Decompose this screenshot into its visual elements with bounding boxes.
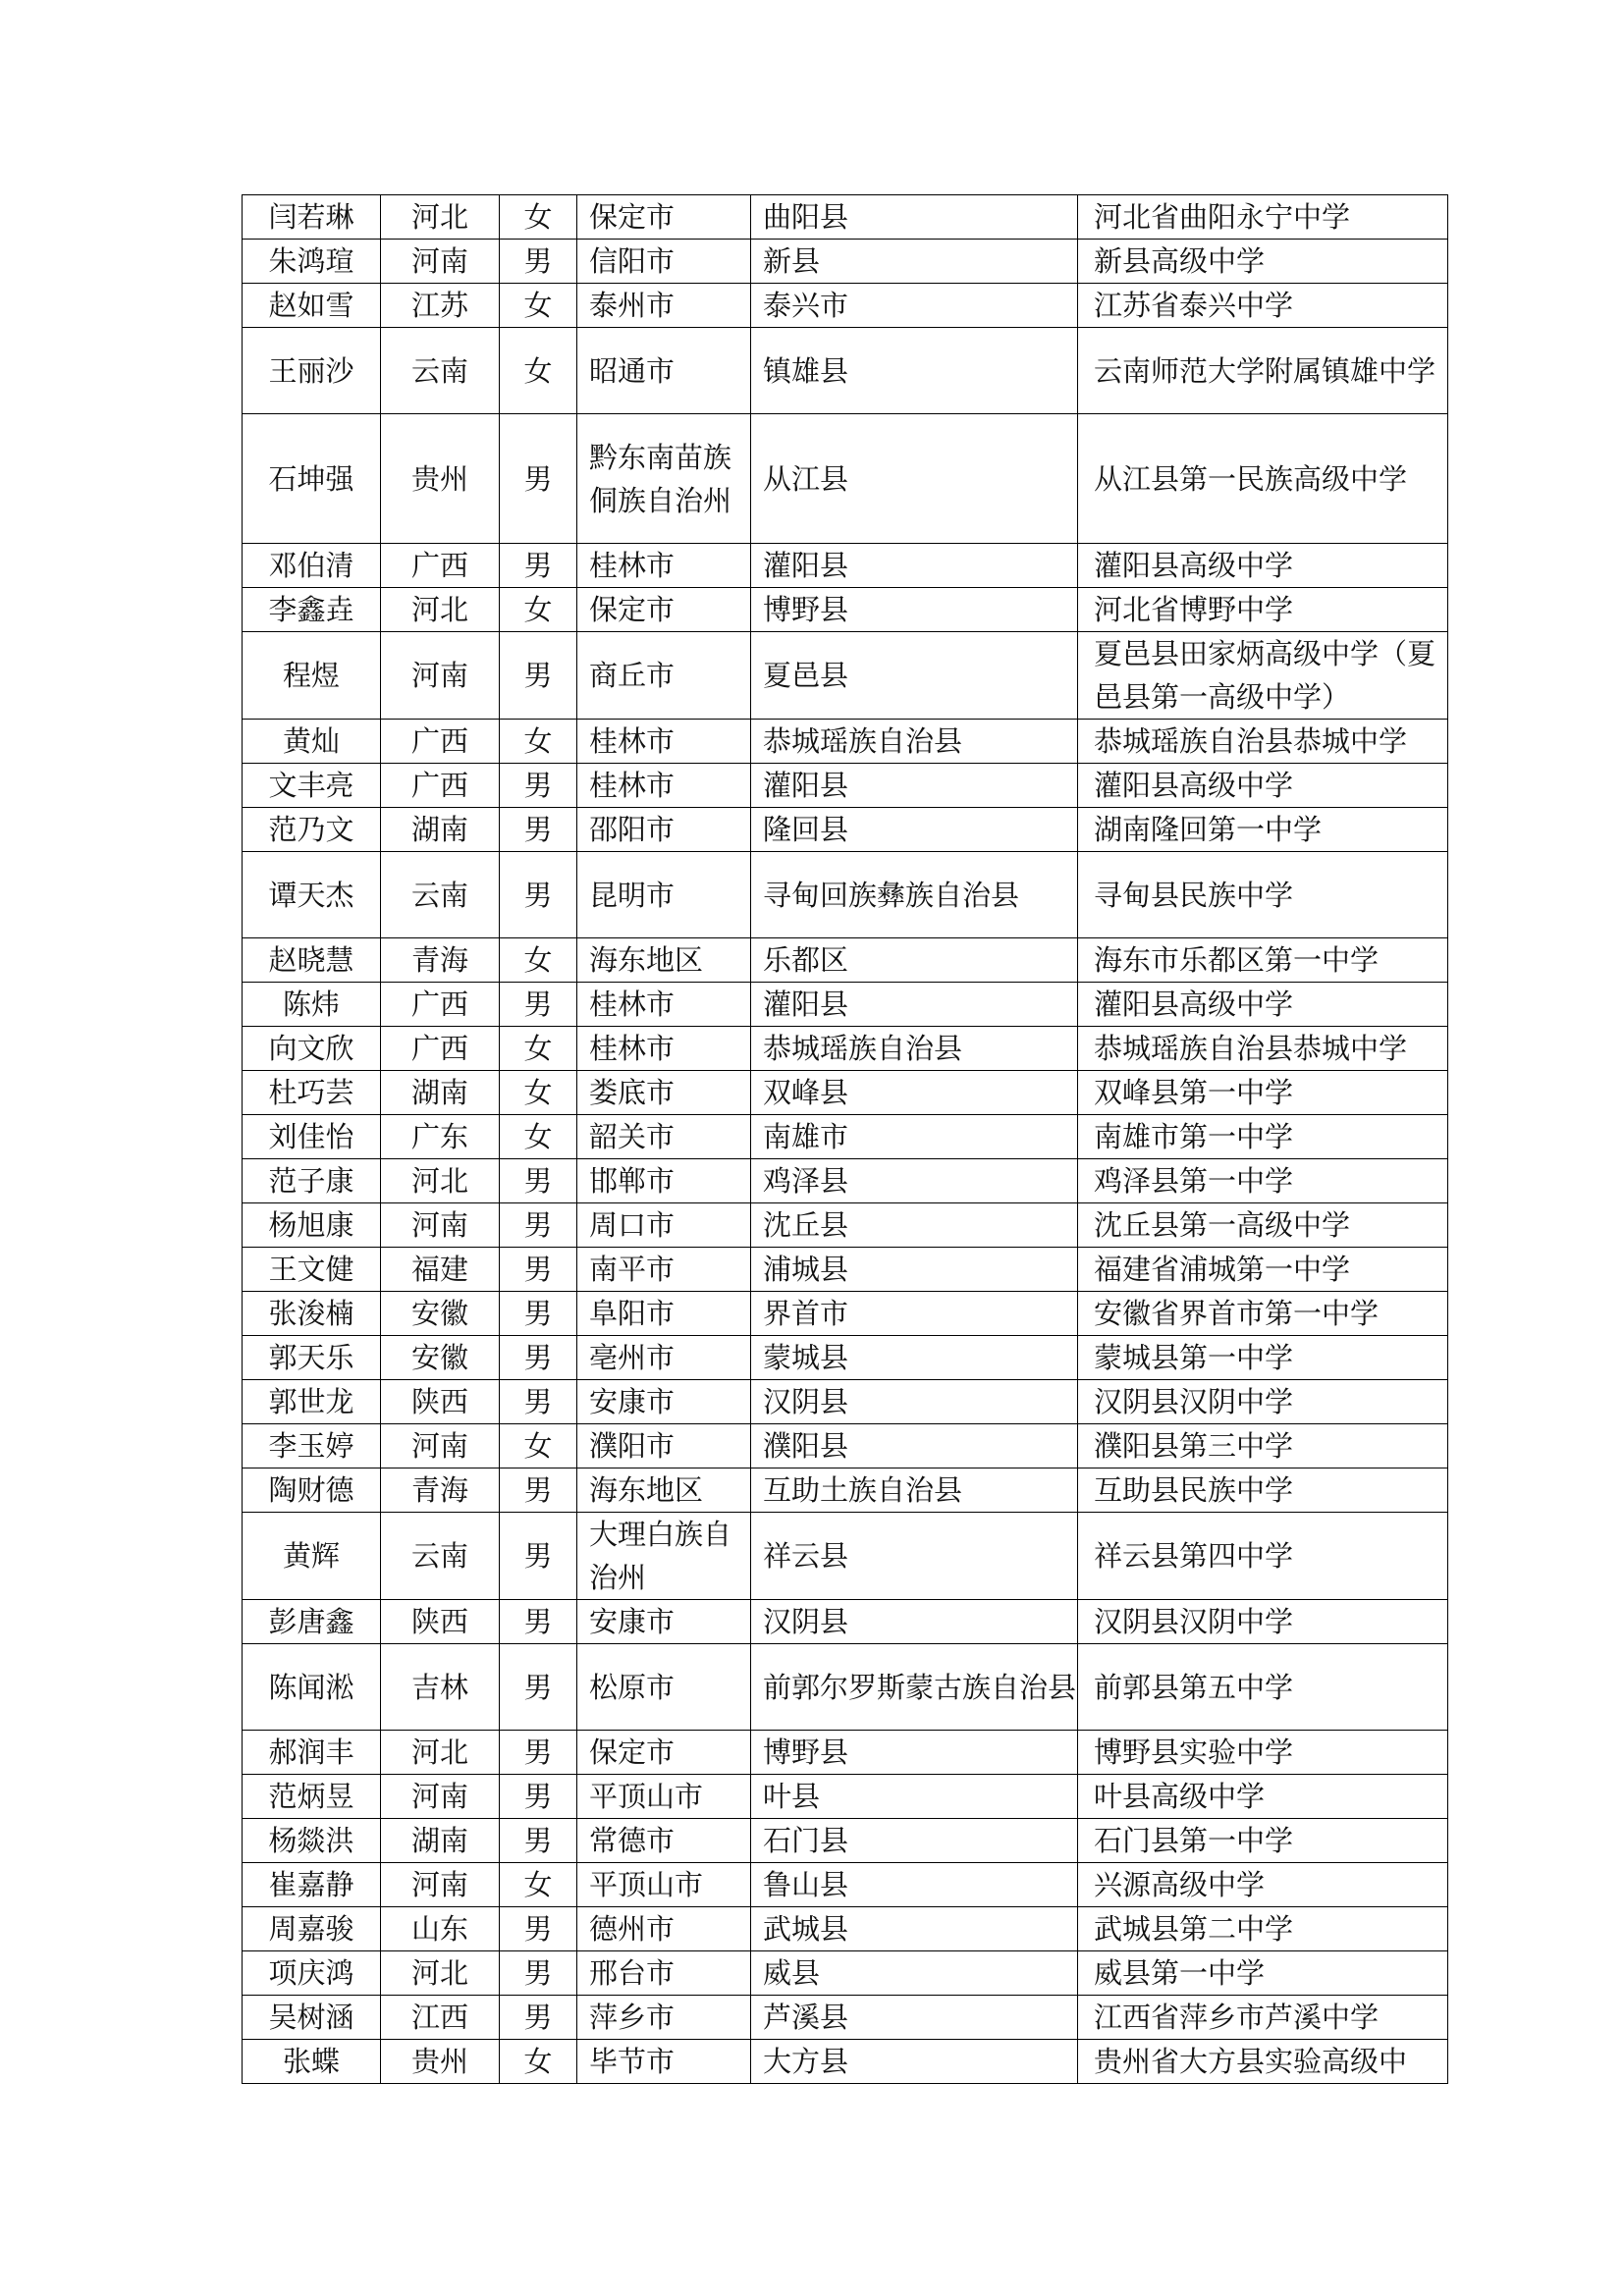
student-name-cell: 杜巧芸 <box>243 1071 381 1115</box>
student-name-cell: 王丽沙 <box>243 328 381 414</box>
city-cell: 桂林市 <box>577 1027 751 1071</box>
gender-cell: 男 <box>500 240 577 284</box>
gender-cell: 女 <box>500 1115 577 1159</box>
city-cell: 阜阳市 <box>577 1292 751 1336</box>
province-cell: 吉林 <box>381 1644 500 1731</box>
table-row <box>243 1248 1448 1292</box>
province-cell: 湖南 <box>381 808 500 852</box>
county-cell: 大方县 <box>751 2040 1078 2084</box>
city-cell: 娄底市 <box>577 1071 751 1115</box>
county-cell: 灌阳县 <box>751 764 1078 808</box>
province-cell: 广西 <box>381 1027 500 1071</box>
school-cell: 前郭县第五中学 <box>1078 1644 1448 1731</box>
table-row <box>243 1115 1448 1159</box>
gender-cell: 男 <box>500 1292 577 1336</box>
student-name-cell: 项庆鸿 <box>243 1951 381 1996</box>
province-cell: 广东 <box>381 1115 500 1159</box>
city-cell: 桂林市 <box>577 544 751 588</box>
county-cell: 蒙城县 <box>751 1336 1078 1380</box>
gender-cell: 男 <box>500 1951 577 1996</box>
student-name-cell: 范子康 <box>243 1159 381 1203</box>
province-cell: 青海 <box>381 1468 500 1513</box>
table-row <box>243 1424 1448 1468</box>
school-cell: 安徽省界首市第一中学 <box>1078 1292 1448 1336</box>
table-row <box>243 1380 1448 1424</box>
city-cell: 信阳市 <box>577 240 751 284</box>
student-name-cell: 周嘉骏 <box>243 1907 381 1951</box>
student-name-cell: 范炳昱 <box>243 1775 381 1819</box>
city-cell: 松原市 <box>577 1644 751 1731</box>
table-row <box>243 588 1448 632</box>
gender-cell: 女 <box>500 720 577 764</box>
province-cell: 江苏 <box>381 284 500 328</box>
county-cell: 前郭尔罗斯蒙古族自治县 <box>751 1644 1078 1731</box>
city-cell: 保定市 <box>577 588 751 632</box>
student-name-cell: 崔嘉静 <box>243 1863 381 1907</box>
school-cell: 沈丘县第一高级中学 <box>1078 1203 1448 1248</box>
county-cell: 互助土族自治县 <box>751 1468 1078 1513</box>
student-name-cell: 文丰亮 <box>243 764 381 808</box>
gender-cell: 女 <box>500 284 577 328</box>
gender-cell: 男 <box>500 852 577 938</box>
school-cell: 灌阳县高级中学 <box>1078 983 1448 1027</box>
student-name-cell: 黄灿 <box>243 720 381 764</box>
gender-cell: 男 <box>500 1468 577 1513</box>
province-cell: 云南 <box>381 328 500 414</box>
city-cell: 商丘市 <box>577 632 751 720</box>
county-cell: 鸡泽县 <box>751 1159 1078 1203</box>
province-cell: 河南 <box>381 1424 500 1468</box>
province-cell: 河北 <box>381 1731 500 1775</box>
student-name-cell: 吴树涵 <box>243 1996 381 2040</box>
gender-cell: 男 <box>500 808 577 852</box>
table-row <box>243 328 1448 414</box>
city-cell: 平顶山市 <box>577 1775 751 1819</box>
table-row <box>243 632 1448 720</box>
county-cell: 武城县 <box>751 1907 1078 1951</box>
table-row <box>243 1027 1448 1071</box>
student-name-cell: 郝润丰 <box>243 1731 381 1775</box>
province-cell: 湖南 <box>381 1071 500 1115</box>
county-cell: 双峰县 <box>751 1071 1078 1115</box>
student-name-cell: 赵如雪 <box>243 284 381 328</box>
province-cell: 河南 <box>381 240 500 284</box>
gender-cell: 男 <box>500 1819 577 1863</box>
city-cell: 安康市 <box>577 1380 751 1424</box>
city-cell: 桂林市 <box>577 983 751 1027</box>
province-cell: 陕西 <box>381 1600 500 1644</box>
table-row <box>243 544 1448 588</box>
province-cell: 山东 <box>381 1907 500 1951</box>
province-cell: 贵州 <box>381 2040 500 2084</box>
province-cell: 河南 <box>381 1203 500 1248</box>
school-cell: 云南师范大学附属镇雄中学 <box>1078 328 1448 414</box>
province-cell: 云南 <box>381 1513 500 1600</box>
county-cell: 镇雄县 <box>751 328 1078 414</box>
county-cell: 从江县 <box>751 414 1078 544</box>
table-row <box>243 1292 1448 1336</box>
student-name-cell: 陈闻淞 <box>243 1644 381 1731</box>
student-name-cell: 朱鸿瑄 <box>243 240 381 284</box>
city-cell: 海东地区 <box>577 938 751 983</box>
province-cell: 青海 <box>381 938 500 983</box>
school-cell: 祥云县第四中学 <box>1078 1513 1448 1600</box>
county-cell: 新县 <box>751 240 1078 284</box>
county-cell: 鲁山县 <box>751 1863 1078 1907</box>
school-cell: 寻甸县民族中学 <box>1078 852 1448 938</box>
student-name-cell: 彭唐鑫 <box>243 1600 381 1644</box>
school-cell: 互助县民族中学 <box>1078 1468 1448 1513</box>
school-cell: 江苏省泰兴中学 <box>1078 284 1448 328</box>
province-cell: 福建 <box>381 1248 500 1292</box>
city-cell: 邢台市 <box>577 1951 751 1996</box>
table-row <box>243 1513 1448 1600</box>
city-cell: 亳州市 <box>577 1336 751 1380</box>
gender-cell: 男 <box>500 1644 577 1731</box>
school-cell: 恭城瑶族自治县恭城中学 <box>1078 720 1448 764</box>
province-cell: 河南 <box>381 632 500 720</box>
gender-cell: 男 <box>500 1600 577 1644</box>
table-row <box>243 1731 1448 1775</box>
province-cell: 广西 <box>381 764 500 808</box>
county-cell: 祥云县 <box>751 1513 1078 1600</box>
gender-cell: 女 <box>500 588 577 632</box>
table-row <box>243 240 1448 284</box>
gender-cell: 男 <box>500 983 577 1027</box>
gender-cell: 男 <box>500 1336 577 1380</box>
school-cell: 夏邑县田家炳高级中学（夏邑县第一高级中学） <box>1078 632 1448 720</box>
county-cell: 恭城瑶族自治县 <box>751 720 1078 764</box>
county-cell: 乐都区 <box>751 938 1078 983</box>
student-name-cell: 赵晓慧 <box>243 938 381 983</box>
table-row <box>243 720 1448 764</box>
city-cell: 桂林市 <box>577 764 751 808</box>
province-cell: 广西 <box>381 983 500 1027</box>
county-cell: 汉阴县 <box>751 1600 1078 1644</box>
gender-cell: 男 <box>500 1775 577 1819</box>
table-row <box>243 1951 1448 1996</box>
gender-cell: 男 <box>500 1380 577 1424</box>
city-cell: 邯郸市 <box>577 1159 751 1203</box>
table-row <box>243 764 1448 808</box>
province-cell: 江西 <box>381 1996 500 2040</box>
student-name-cell: 张蝶 <box>243 2040 381 2084</box>
city-cell: 常德市 <box>577 1819 751 1863</box>
city-cell: 桂林市 <box>577 720 751 764</box>
gender-cell: 男 <box>500 1513 577 1600</box>
student-name-cell: 李鑫垚 <box>243 588 381 632</box>
gender-cell: 男 <box>500 632 577 720</box>
school-cell: 南雄市第一中学 <box>1078 1115 1448 1159</box>
province-cell: 安徽 <box>381 1292 500 1336</box>
county-cell: 恭城瑶族自治县 <box>751 1027 1078 1071</box>
school-cell: 石门县第一中学 <box>1078 1819 1448 1863</box>
city-cell: 平顶山市 <box>577 1863 751 1907</box>
student-name-cell: 杨旭康 <box>243 1203 381 1248</box>
county-cell: 石门县 <box>751 1819 1078 1863</box>
gender-cell: 女 <box>500 328 577 414</box>
table-row <box>243 852 1448 938</box>
table-row <box>243 983 1448 1027</box>
province-cell: 广西 <box>381 544 500 588</box>
table-row <box>243 808 1448 852</box>
city-cell: 保定市 <box>577 1731 751 1775</box>
student-name-cell: 陈炜 <box>243 983 381 1027</box>
county-cell: 博野县 <box>751 1731 1078 1775</box>
table-row <box>243 1071 1448 1115</box>
school-cell: 河北省博野中学 <box>1078 588 1448 632</box>
school-cell: 汉阴县汉阴中学 <box>1078 1600 1448 1644</box>
county-cell: 汉阴县 <box>751 1380 1078 1424</box>
roster-body <box>243 195 1448 2084</box>
school-cell: 汉阴县汉阴中学 <box>1078 1380 1448 1424</box>
student-name-cell: 郭世龙 <box>243 1380 381 1424</box>
county-cell: 芦溪县 <box>751 1996 1078 2040</box>
table-row <box>243 1819 1448 1863</box>
school-cell: 兴源高级中学 <box>1078 1863 1448 1907</box>
school-cell: 博野县实验中学 <box>1078 1731 1448 1775</box>
province-cell: 河北 <box>381 195 500 240</box>
student-roster-table <box>242 194 1448 2084</box>
province-cell: 河南 <box>381 1863 500 1907</box>
table-row <box>243 1203 1448 1248</box>
student-name-cell: 闫若琳 <box>243 195 381 240</box>
province-cell: 广西 <box>381 720 500 764</box>
county-cell: 博野县 <box>751 588 1078 632</box>
province-cell: 贵州 <box>381 414 500 544</box>
county-cell: 泰兴市 <box>751 284 1078 328</box>
province-cell: 河北 <box>381 1159 500 1203</box>
table-row <box>243 284 1448 328</box>
school-cell: 福建省浦城第一中学 <box>1078 1248 1448 1292</box>
school-cell: 灌阳县高级中学 <box>1078 764 1448 808</box>
student-name-cell: 郭天乐 <box>243 1336 381 1380</box>
city-cell: 南平市 <box>577 1248 751 1292</box>
school-cell: 灌阳县高级中学 <box>1078 544 1448 588</box>
school-cell: 河北省曲阳永宁中学 <box>1078 195 1448 240</box>
gender-cell: 男 <box>500 544 577 588</box>
county-cell: 浦城县 <box>751 1248 1078 1292</box>
gender-cell: 女 <box>500 938 577 983</box>
school-cell: 蒙城县第一中学 <box>1078 1336 1448 1380</box>
province-cell: 河北 <box>381 1951 500 1996</box>
gender-cell: 男 <box>500 1907 577 1951</box>
gender-cell: 女 <box>500 1424 577 1468</box>
gender-cell: 男 <box>500 764 577 808</box>
city-cell: 昆明市 <box>577 852 751 938</box>
city-cell: 昭通市 <box>577 328 751 414</box>
student-name-cell: 向文欣 <box>243 1027 381 1071</box>
county-cell: 沈丘县 <box>751 1203 1078 1248</box>
school-cell: 武城县第二中学 <box>1078 1907 1448 1951</box>
table-row <box>243 1159 1448 1203</box>
student-name-cell: 谭天杰 <box>243 852 381 938</box>
city-cell: 大理白族自治州 <box>577 1513 751 1600</box>
city-cell: 保定市 <box>577 195 751 240</box>
province-cell: 云南 <box>381 852 500 938</box>
student-name-cell: 刘佳怡 <box>243 1115 381 1159</box>
city-cell: 韶关市 <box>577 1115 751 1159</box>
school-cell: 从江县第一民族高级中学 <box>1078 414 1448 544</box>
table-row <box>243 1863 1448 1907</box>
table-row <box>243 1996 1448 2040</box>
gender-cell: 女 <box>500 195 577 240</box>
county-cell: 隆回县 <box>751 808 1078 852</box>
gender-cell: 男 <box>500 1248 577 1292</box>
table-row <box>243 1644 1448 1731</box>
school-cell: 江西省萍乡市芦溪中学 <box>1078 1996 1448 2040</box>
city-cell: 海东地区 <box>577 1468 751 1513</box>
gender-cell: 女 <box>500 1027 577 1071</box>
province-cell: 河北 <box>381 588 500 632</box>
table-row <box>243 1336 1448 1380</box>
county-cell: 濮阳县 <box>751 1424 1078 1468</box>
school-cell: 恭城瑶族自治县恭城中学 <box>1078 1027 1448 1071</box>
school-cell: 双峰县第一中学 <box>1078 1071 1448 1115</box>
school-cell: 鸡泽县第一中学 <box>1078 1159 1448 1203</box>
student-name-cell: 范乃文 <box>243 808 381 852</box>
student-name-cell: 王文健 <box>243 1248 381 1292</box>
table-row <box>243 2040 1448 2084</box>
county-cell: 灌阳县 <box>751 544 1078 588</box>
school-cell: 威县第一中学 <box>1078 1951 1448 1996</box>
table-row <box>243 938 1448 983</box>
city-cell: 泰州市 <box>577 284 751 328</box>
student-name-cell: 张浚楠 <box>243 1292 381 1336</box>
province-cell: 安徽 <box>381 1336 500 1380</box>
city-cell: 安康市 <box>577 1600 751 1644</box>
gender-cell: 女 <box>500 1071 577 1115</box>
city-cell: 萍乡市 <box>577 1996 751 2040</box>
table-row <box>243 195 1448 240</box>
school-cell: 叶县高级中学 <box>1078 1775 1448 1819</box>
province-cell: 河南 <box>381 1775 500 1819</box>
city-cell: 濮阳市 <box>577 1424 751 1468</box>
county-cell: 寻甸回族彝族自治县 <box>751 852 1078 938</box>
city-cell: 毕节市 <box>577 2040 751 2084</box>
gender-cell: 男 <box>500 1996 577 2040</box>
city-cell: 周口市 <box>577 1203 751 1248</box>
student-name-cell: 杨燚洪 <box>243 1819 381 1863</box>
county-cell: 夏邑县 <box>751 632 1078 720</box>
table-row <box>243 1775 1448 1819</box>
gender-cell: 男 <box>500 414 577 544</box>
school-cell: 湖南隆回第一中学 <box>1078 808 1448 852</box>
school-cell: 新县高级中学 <box>1078 240 1448 284</box>
gender-cell: 男 <box>500 1159 577 1203</box>
table-row <box>243 414 1448 544</box>
city-cell: 黔东南苗族侗族自治州 <box>577 414 751 544</box>
county-cell: 界首市 <box>751 1292 1078 1336</box>
gender-cell: 女 <box>500 1863 577 1907</box>
student-name-cell: 石坤强 <box>243 414 381 544</box>
city-cell: 德州市 <box>577 1907 751 1951</box>
province-cell: 湖南 <box>381 1819 500 1863</box>
gender-cell: 男 <box>500 1203 577 1248</box>
gender-cell: 女 <box>500 2040 577 2084</box>
student-name-cell: 黄辉 <box>243 1513 381 1600</box>
table-row <box>243 1600 1448 1644</box>
school-cell: 贵州省大方县实验高级中 <box>1078 2040 1448 2084</box>
gender-cell: 男 <box>500 1731 577 1775</box>
school-cell: 海东市乐都区第一中学 <box>1078 938 1448 983</box>
table-row <box>243 1468 1448 1513</box>
county-cell: 曲阳县 <box>751 195 1078 240</box>
province-cell: 陕西 <box>381 1380 500 1424</box>
student-name-cell: 邓伯清 <box>243 544 381 588</box>
county-cell: 威县 <box>751 1951 1078 1996</box>
student-name-cell: 李玉婷 <box>243 1424 381 1468</box>
county-cell: 灌阳县 <box>751 983 1078 1027</box>
student-name-cell: 陶财德 <box>243 1468 381 1513</box>
table-row <box>243 1907 1448 1951</box>
student-name-cell: 程煜 <box>243 632 381 720</box>
school-cell: 濮阳县第三中学 <box>1078 1424 1448 1468</box>
county-cell: 叶县 <box>751 1775 1078 1819</box>
city-cell: 邵阳市 <box>577 808 751 852</box>
county-cell: 南雄市 <box>751 1115 1078 1159</box>
